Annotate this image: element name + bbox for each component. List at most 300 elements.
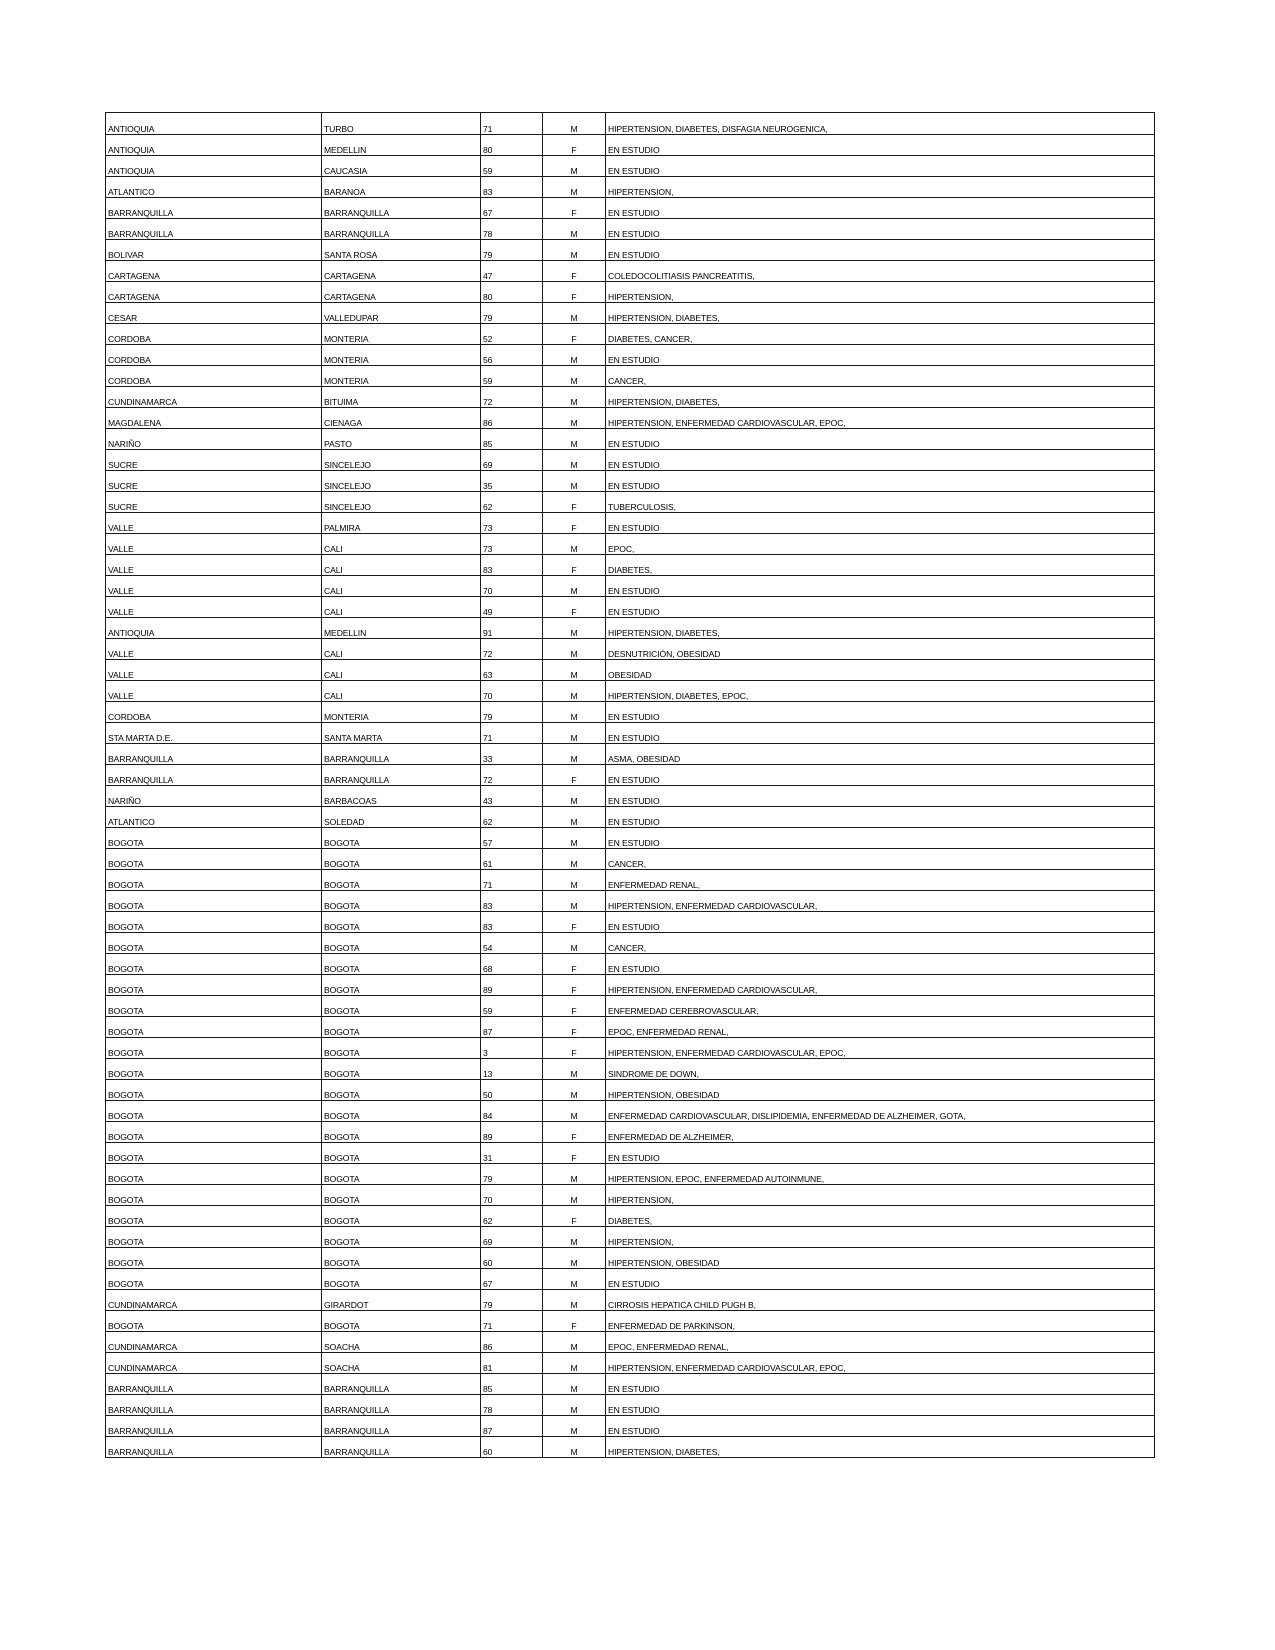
department-cell: BOGOTA: [106, 1164, 322, 1185]
sex-cell: M: [543, 786, 606, 807]
department-cell: BARRANQUILLA: [106, 1416, 322, 1437]
table-row: [106, 597, 1155, 618]
municipality-cell: BARRANQUILLA: [322, 1416, 481, 1437]
department-cell: BOGOTA: [106, 1248, 322, 1269]
sex-cell: F: [543, 1143, 606, 1164]
municipality-cell: BOGOTA: [322, 1206, 481, 1227]
condition-cell: DIABETES,: [606, 1206, 1155, 1227]
table-row: [106, 1185, 1155, 1206]
table-row: [106, 786, 1155, 807]
age-cell: 83: [481, 555, 543, 576]
condition-cell: EPOC, ENFERMEDAD RENAL,: [606, 1332, 1155, 1353]
condition-cell: EN ESTUDIO: [606, 240, 1155, 261]
table-row: [106, 1038, 1155, 1059]
table-row: [106, 240, 1155, 261]
condition-cell: HIPERTENSION,: [606, 282, 1155, 303]
sex-cell: M: [543, 744, 606, 765]
municipality-cell: CALI: [322, 555, 481, 576]
department-cell: BOGOTA: [106, 849, 322, 870]
condition-cell: ASMA, OBESIDAD: [606, 744, 1155, 765]
municipality-cell: CARTAGENA: [322, 282, 481, 303]
sex-cell: F: [543, 555, 606, 576]
condition-cell: EN ESTUDIO: [606, 219, 1155, 240]
department-cell: VALLE: [106, 681, 322, 702]
municipality-cell: BOGOTA: [322, 912, 481, 933]
sex-cell: M: [543, 303, 606, 324]
sex-cell: F: [543, 975, 606, 996]
sex-cell: M: [543, 1101, 606, 1122]
table-row: [106, 282, 1155, 303]
condition-cell: HIPERTENSION, DIABETES,: [606, 387, 1155, 408]
table-row: [106, 1332, 1155, 1353]
table-row: [106, 156, 1155, 177]
department-cell: BOGOTA: [106, 1122, 322, 1143]
department-cell: ATLANTICO: [106, 177, 322, 198]
municipality-cell: BOGOTA: [322, 1059, 481, 1080]
condition-cell: EN ESTUDIO: [606, 345, 1155, 366]
municipality-cell: BARBACOAS: [322, 786, 481, 807]
condition-cell: EN ESTUDIO: [606, 1395, 1155, 1416]
table-row: [106, 1059, 1155, 1080]
department-cell: BARRANQUILLA: [106, 1374, 322, 1395]
sex-cell: M: [543, 639, 606, 660]
table-row: [106, 135, 1155, 156]
table-row: [106, 1143, 1155, 1164]
condition-cell: HIPERTENSION, DIABETES, EPOC,: [606, 681, 1155, 702]
sex-cell: M: [543, 1353, 606, 1374]
municipality-cell: BOGOTA: [322, 933, 481, 954]
department-cell: BARRANQUILLA: [106, 198, 322, 219]
age-cell: 71: [481, 1311, 543, 1332]
municipality-cell: BARRANQUILLA: [322, 1374, 481, 1395]
age-cell: 86: [481, 1332, 543, 1353]
sex-cell: M: [543, 618, 606, 639]
sex-cell: M: [543, 1332, 606, 1353]
table-row: [106, 1374, 1155, 1395]
department-cell: BOGOTA: [106, 870, 322, 891]
sex-cell: M: [543, 1248, 606, 1269]
sex-cell: F: [543, 996, 606, 1017]
department-cell: BOLIVAR: [106, 240, 322, 261]
department-cell: CESAR: [106, 303, 322, 324]
table-row: [106, 1101, 1155, 1122]
age-cell: 80: [481, 135, 543, 156]
sex-cell: M: [543, 702, 606, 723]
table-row: [106, 891, 1155, 912]
table-row: [106, 954, 1155, 975]
department-cell: BARRANQUILLA: [106, 219, 322, 240]
sex-cell: M: [543, 113, 606, 135]
condition-cell: EN ESTUDIO: [606, 1269, 1155, 1290]
table-body: [106, 113, 1155, 1458]
age-cell: 78: [481, 219, 543, 240]
municipality-cell: BITUIMA: [322, 387, 481, 408]
condition-cell: HIPERTENSION, OBESIDAD: [606, 1248, 1155, 1269]
municipality-cell: CALI: [322, 534, 481, 555]
municipality-cell: BOGOTA: [322, 1017, 481, 1038]
age-cell: 87: [481, 1416, 543, 1437]
municipality-cell: BOGOTA: [322, 954, 481, 975]
municipality-cell: BOGOTA: [322, 1164, 481, 1185]
age-cell: 79: [481, 240, 543, 261]
sex-cell: F: [543, 1038, 606, 1059]
condition-cell: HIPERTENSION, DIABETES,: [606, 618, 1155, 639]
sex-cell: F: [543, 135, 606, 156]
table-row: [106, 534, 1155, 555]
municipality-cell: CALI: [322, 597, 481, 618]
municipality-cell: BOGOTA: [322, 1269, 481, 1290]
condition-cell: EN ESTUDIO: [606, 135, 1155, 156]
sex-cell: F: [543, 954, 606, 975]
department-cell: ANTIOQUIA: [106, 113, 322, 135]
department-cell: BOGOTA: [106, 1101, 322, 1122]
municipality-cell: BOGOTA: [322, 1122, 481, 1143]
municipality-cell: BOGOTA: [322, 975, 481, 996]
condition-cell: ENFERMEDAD RENAL,: [606, 870, 1155, 891]
condition-cell: HIPERTENSION, DIABETES,: [606, 1437, 1155, 1458]
municipality-cell: BOGOTA: [322, 1101, 481, 1122]
municipality-cell: BOGOTA: [322, 870, 481, 891]
age-cell: 79: [481, 1164, 543, 1185]
sex-cell: M: [543, 1374, 606, 1395]
table-row: [106, 975, 1155, 996]
age-cell: 31: [481, 1143, 543, 1164]
age-cell: 56: [481, 345, 543, 366]
table-row: [106, 912, 1155, 933]
age-cell: 83: [481, 177, 543, 198]
municipality-cell: SOACHA: [322, 1353, 481, 1374]
department-cell: CARTAGENA: [106, 261, 322, 282]
condition-cell: HIPERTENSION, ENFERMEDAD CARDIOVASCULAR, EPOC,: [606, 1353, 1155, 1374]
age-cell: 62: [481, 1206, 543, 1227]
condition-cell: EN ESTUDIO: [606, 765, 1155, 786]
table-row: [106, 870, 1155, 891]
sex-cell: M: [543, 1185, 606, 1206]
department-cell: BOGOTA: [106, 1311, 322, 1332]
municipality-cell: CALI: [322, 660, 481, 681]
table-row: [106, 1227, 1155, 1248]
condition-cell: EN ESTUDIO: [606, 786, 1155, 807]
department-cell: VALLE: [106, 639, 322, 660]
department-cell: VALLE: [106, 534, 322, 555]
age-cell: 85: [481, 429, 543, 450]
sex-cell: M: [543, 1164, 606, 1185]
condition-cell: EN ESTUDIO: [606, 828, 1155, 849]
age-cell: 87: [481, 1017, 543, 1038]
age-cell: 70: [481, 576, 543, 597]
table-row: [106, 198, 1155, 219]
age-cell: 50: [481, 1080, 543, 1101]
age-cell: 57: [481, 828, 543, 849]
municipality-cell: BARRANQUILLA: [322, 219, 481, 240]
sex-cell: F: [543, 1206, 606, 1227]
table-row: [106, 387, 1155, 408]
condition-cell: OBESIDAD: [606, 660, 1155, 681]
department-cell: BOGOTA: [106, 975, 322, 996]
table-row: [106, 576, 1155, 597]
table-row: [106, 660, 1155, 681]
condition-cell: SINDROME DE DOWN,: [606, 1059, 1155, 1080]
table-row: [106, 933, 1155, 954]
department-cell: BOGOTA: [106, 1059, 322, 1080]
condition-cell: EN ESTUDIO: [606, 1143, 1155, 1164]
table-row: [106, 1017, 1155, 1038]
department-cell: BOGOTA: [106, 1269, 322, 1290]
department-cell: BOGOTA: [106, 996, 322, 1017]
department-cell: VALLE: [106, 576, 322, 597]
condition-cell: EN ESTUDIO: [606, 912, 1155, 933]
table-row: [106, 618, 1155, 639]
condition-cell: ENFERMEDAD CARDIOVASCULAR, DISLIPIDEMIA, ENFERMEDAD DE ALZHEIMER, GOTA,: [606, 1101, 1155, 1122]
municipality-cell: BOGOTA: [322, 996, 481, 1017]
table-row: [106, 1311, 1155, 1332]
department-cell: BARRANQUILLA: [106, 1437, 322, 1458]
age-cell: 69: [481, 450, 543, 471]
age-cell: 89: [481, 975, 543, 996]
department-cell: CORDOBA: [106, 324, 322, 345]
age-cell: 49: [481, 597, 543, 618]
condition-cell: EN ESTUDIO: [606, 807, 1155, 828]
department-cell: CUNDINAMARCA: [106, 1290, 322, 1311]
department-cell: SUCRE: [106, 471, 322, 492]
sex-cell: M: [543, 219, 606, 240]
condition-cell: ENFERMEDAD DE PARKINSON,: [606, 1311, 1155, 1332]
municipality-cell: PALMIRA: [322, 513, 481, 534]
age-cell: 81: [481, 1353, 543, 1374]
department-cell: BOGOTA: [106, 912, 322, 933]
condition-cell: CANCER,: [606, 366, 1155, 387]
condition-cell: EN ESTUDIO: [606, 702, 1155, 723]
municipality-cell: MONTERIA: [322, 702, 481, 723]
condition-cell: ENFERMEDAD CEREBROVASCULAR,: [606, 996, 1155, 1017]
municipality-cell: BOGOTA: [322, 849, 481, 870]
condition-cell: ENFERMEDAD DE ALZHEIMER,: [606, 1122, 1155, 1143]
municipality-cell: BARRANQUILLA: [322, 1437, 481, 1458]
age-cell: 71: [481, 723, 543, 744]
department-cell: STA MARTA D.E.: [106, 723, 322, 744]
department-cell: MAGDALENA: [106, 408, 322, 429]
department-cell: SUCRE: [106, 492, 322, 513]
department-cell: BOGOTA: [106, 1038, 322, 1059]
condition-cell: HIPERTENSION,: [606, 177, 1155, 198]
municipality-cell: MEDELLIN: [322, 135, 481, 156]
municipality-cell: BOGOTA: [322, 891, 481, 912]
age-cell: 70: [481, 1185, 543, 1206]
age-cell: 79: [481, 303, 543, 324]
department-cell: BARRANQUILLA: [106, 1395, 322, 1416]
department-cell: BOGOTA: [106, 954, 322, 975]
age-cell: 52: [481, 324, 543, 345]
condition-cell: HIPERTENSION, ENFERMEDAD CARDIOVASCULAR, EPOC,: [606, 1038, 1155, 1059]
sex-cell: M: [543, 450, 606, 471]
municipality-cell: MONTERIA: [322, 366, 481, 387]
age-cell: 73: [481, 534, 543, 555]
age-cell: 73: [481, 513, 543, 534]
condition-cell: TUBERCULOSIS,: [606, 492, 1155, 513]
age-cell: 68: [481, 954, 543, 975]
table-row: [106, 555, 1155, 576]
age-cell: 89: [481, 1122, 543, 1143]
department-cell: BOGOTA: [106, 1227, 322, 1248]
municipality-cell: SANTA MARTA: [322, 723, 481, 744]
table-row: [106, 1206, 1155, 1227]
department-cell: BOGOTA: [106, 1206, 322, 1227]
table-row: [106, 261, 1155, 282]
age-cell: 3: [481, 1038, 543, 1059]
department-cell: SUCRE: [106, 450, 322, 471]
age-cell: 62: [481, 807, 543, 828]
sex-cell: F: [543, 1017, 606, 1038]
sex-cell: M: [543, 387, 606, 408]
age-cell: 72: [481, 765, 543, 786]
condition-cell: HIPERTENSION, DIABETES, DISFAGIA NEUROGENICA,: [606, 113, 1155, 135]
sex-cell: M: [543, 681, 606, 702]
table-row: [106, 1248, 1155, 1269]
department-cell: VALLE: [106, 597, 322, 618]
municipality-cell: CALI: [322, 681, 481, 702]
sex-cell: M: [543, 240, 606, 261]
age-cell: 62: [481, 492, 543, 513]
age-cell: 47: [481, 261, 543, 282]
table-row: [106, 1164, 1155, 1185]
sex-cell: M: [543, 1290, 606, 1311]
table-row: [106, 1080, 1155, 1101]
sex-cell: M: [543, 1416, 606, 1437]
municipality-cell: CARTAGENA: [322, 261, 481, 282]
sex-cell: M: [543, 1227, 606, 1248]
condition-cell: CIRROSIS HEPATICA CHILD PUGH B,: [606, 1290, 1155, 1311]
age-cell: 71: [481, 113, 543, 135]
data-table: [105, 112, 1155, 1458]
municipality-cell: BOGOTA: [322, 828, 481, 849]
municipality-cell: SOLEDAD: [322, 807, 481, 828]
age-cell: 79: [481, 1290, 543, 1311]
table-row: [106, 1395, 1155, 1416]
municipality-cell: BOGOTA: [322, 1311, 481, 1332]
municipality-cell: CALI: [322, 576, 481, 597]
table-row: [106, 1416, 1155, 1437]
municipality-cell: SANTA ROSA: [322, 240, 481, 261]
sex-cell: M: [543, 366, 606, 387]
table-row: [106, 219, 1155, 240]
age-cell: 35: [481, 471, 543, 492]
condition-cell: COLEDOCOLITIASIS PANCREATITIS,: [606, 261, 1155, 282]
sex-cell: M: [543, 891, 606, 912]
age-cell: 91: [481, 618, 543, 639]
department-cell: ANTIOQUIA: [106, 135, 322, 156]
table-row: [106, 1437, 1155, 1458]
condition-cell: EN ESTUDIO: [606, 513, 1155, 534]
municipality-cell: MEDELLIN: [322, 618, 481, 639]
department-cell: CUNDINAMARCA: [106, 1353, 322, 1374]
table-row: [106, 639, 1155, 660]
condition-cell: HIPERTENSION, ENFERMEDAD CARDIOVASCULAR, EPOC,: [606, 408, 1155, 429]
municipality-cell: SINCELEJO: [322, 492, 481, 513]
age-cell: 61: [481, 849, 543, 870]
municipality-cell: BARANOA: [322, 177, 481, 198]
department-cell: ANTIOQUIA: [106, 618, 322, 639]
condition-cell: EN ESTUDIO: [606, 156, 1155, 177]
municipality-cell: BARRANQUILLA: [322, 765, 481, 786]
sex-cell: M: [543, 177, 606, 198]
sex-cell: F: [543, 1122, 606, 1143]
municipality-cell: VALLEDUPAR: [322, 303, 481, 324]
table-row: [106, 429, 1155, 450]
condition-cell: EN ESTUDIO: [606, 723, 1155, 744]
sex-cell: M: [543, 345, 606, 366]
sex-cell: M: [543, 534, 606, 555]
sex-cell: F: [543, 492, 606, 513]
department-cell: BOGOTA: [106, 1185, 322, 1206]
condition-cell: EN ESTUDIO: [606, 576, 1155, 597]
condition-cell: CANCER,: [606, 933, 1155, 954]
condition-cell: EN ESTUDIO: [606, 597, 1155, 618]
municipality-cell: BOGOTA: [322, 1143, 481, 1164]
condition-cell: CANCER,: [606, 849, 1155, 870]
municipality-cell: BOGOTA: [322, 1038, 481, 1059]
age-cell: 59: [481, 996, 543, 1017]
table-row: [106, 996, 1155, 1017]
department-cell: ATLANTICO: [106, 807, 322, 828]
department-cell: VALLE: [106, 555, 322, 576]
municipality-cell: BARRANQUILLA: [322, 1395, 481, 1416]
sex-cell: M: [543, 723, 606, 744]
condition-cell: HIPERTENSION,: [606, 1185, 1155, 1206]
condition-cell: EN ESTUDIO: [606, 1416, 1155, 1437]
sex-cell: M: [543, 1080, 606, 1101]
age-cell: 13: [481, 1059, 543, 1080]
municipality-cell: GIRARDOT: [322, 1290, 481, 1311]
table-row: [106, 113, 1155, 135]
department-cell: NARIÑO: [106, 786, 322, 807]
department-cell: VALLE: [106, 513, 322, 534]
table-row: [106, 303, 1155, 324]
department-cell: BOGOTA: [106, 1080, 322, 1101]
table-row: [106, 681, 1155, 702]
municipality-cell: CIENAGA: [322, 408, 481, 429]
table-row: [106, 324, 1155, 345]
condition-cell: HIPERTENSION, OBESIDAD: [606, 1080, 1155, 1101]
table-row: [106, 807, 1155, 828]
sex-cell: F: [543, 597, 606, 618]
sex-cell: M: [543, 576, 606, 597]
age-cell: 60: [481, 1248, 543, 1269]
age-cell: 72: [481, 387, 543, 408]
age-cell: 72: [481, 639, 543, 660]
department-cell: CORDOBA: [106, 702, 322, 723]
department-cell: BARRANQUILLA: [106, 744, 322, 765]
table-row: [106, 723, 1155, 744]
department-cell: BOGOTA: [106, 933, 322, 954]
table-row: [106, 828, 1155, 849]
condition-cell: EPOC,: [606, 534, 1155, 555]
condition-cell: HIPERTENSION, DIABETES,: [606, 303, 1155, 324]
department-cell: BARRANQUILLA: [106, 765, 322, 786]
age-cell: 70: [481, 681, 543, 702]
municipality-cell: CAUCASIA: [322, 156, 481, 177]
department-cell: VALLE: [106, 660, 322, 681]
condition-cell: DIABETES, CANCER,: [606, 324, 1155, 345]
condition-cell: EN ESTUDIO: [606, 450, 1155, 471]
age-cell: 60: [481, 1437, 543, 1458]
age-cell: 78: [481, 1395, 543, 1416]
municipality-cell: MONTERIA: [322, 345, 481, 366]
sex-cell: M: [543, 408, 606, 429]
table-row: [106, 408, 1155, 429]
table-row: [106, 1353, 1155, 1374]
age-cell: 33: [481, 744, 543, 765]
age-cell: 59: [481, 156, 543, 177]
